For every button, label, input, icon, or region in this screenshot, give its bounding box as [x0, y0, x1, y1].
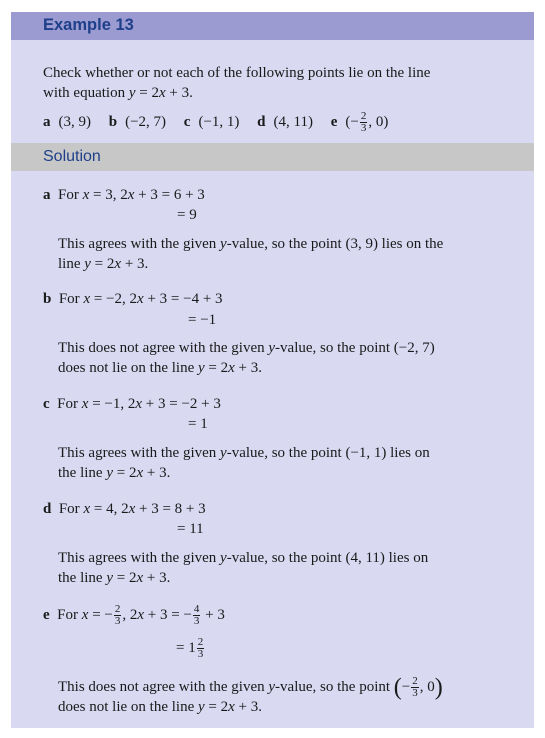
question-line-2: with equation y = 2x + 3. [43, 85, 193, 101]
example-title: Example 13 [43, 16, 134, 34]
question-item-c: c (−1, 1) [183, 113, 240, 130]
question-items [43, 111, 402, 134]
question-line-1: Check whether or not each of the following points lie on the line [43, 65, 431, 81]
solution-b-text-2: does not lie on the line y = 2x + 3. [58, 360, 263, 376]
question-item-e: e (− $\frac{2}{3}$ , 0) [330, 110, 389, 134]
fraction: $\frac{4}{3}$ [193, 603, 200, 627]
solution-e-line-1: e For x = − $\frac{2}{3}$ , 2x + 3 = − $\frac{4}{3}$ + 3 [43, 603, 225, 627]
question-item-b: b (−2, 7) [108, 113, 167, 130]
solution-b-result: = −1 [188, 312, 217, 328]
solution-c-result: = 1 [188, 416, 208, 432]
solution-b-text-1: This does not agree with the given y-value, so the point (−2, 7) [58, 340, 435, 356]
solution-d-text-1: This agrees with the given y-value, so the point (4, 11) lies on [58, 550, 429, 566]
example-header [11, 12, 534, 40]
solution-title: Solution [43, 148, 101, 165]
example-box [11, 12, 534, 728]
solution-c-line-1: c For x = −1, 2x + 3 = −2 + 3 [43, 396, 221, 412]
solution-a-line-1: a For x = 3, 2x + 3 = 6 + 3 [43, 187, 205, 203]
solution-e-result: = 1 $\frac{2}{3}$ [176, 636, 204, 660]
solution-e-text-1: This does not agree with the given y-value, so the point (− $\frac{2}{3}$ , 0) [58, 674, 443, 701]
solution-c-text-1: This agrees with the given y-value, so the point (−1, 1) lies on [58, 445, 430, 461]
question-item-a: a (3, 9) [43, 113, 91, 130]
fraction: $\frac{2}{3}$ [412, 675, 418, 699]
question-item-d: d (4, 11) [257, 113, 313, 130]
solution-e-text-2: does not lie on the line y = 2x + 3. [58, 699, 263, 715]
solution-header [11, 143, 534, 171]
solution-a-text-2: line y = 2x + 3. [58, 256, 149, 272]
solution-a-result: = 9 [177, 207, 197, 223]
fraction: $\frac{2}{3}$ [114, 603, 121, 627]
fraction: $\frac{2}{3}$ [197, 636, 204, 660]
solution-c-text-2: the line y = 2x + 3. [58, 465, 171, 481]
solution-d-text-2: the line y = 2x + 3. [58, 570, 171, 586]
solution-a-text-1: This agrees with the given y-value, so the point (3, 9) lies on the [58, 236, 444, 252]
solution-d-line-1: d For x = 4, 2x + 3 = 8 + 3 [43, 501, 206, 517]
solution-b-line-1: b For x = −2, 2x + 3 = −4 + 3 [43, 291, 223, 307]
solution-d-result: = 11 [177, 521, 204, 537]
